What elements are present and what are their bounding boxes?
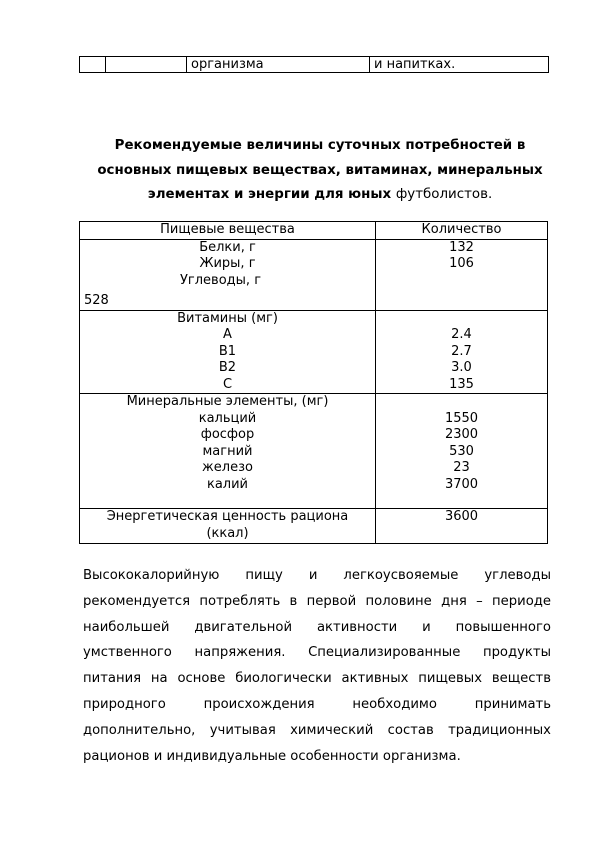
vitamin-values-cell [376, 310, 548, 394]
vitamins-heading: Витамины (мг) [177, 310, 278, 326]
vitamin-value: 2.4 [451, 327, 472, 342]
macro-values-cell [376, 239, 548, 310]
mineral-value: 23 [453, 460, 470, 475]
mineral-values-cell [376, 394, 548, 509]
table-row-vitamins [80, 310, 548, 394]
energy-label: Энергетическая ценность рациона [106, 509, 349, 524]
vitamin-name: В2 [218, 360, 237, 375]
body-paragraph: Высококалорийную пищу и легкоусвояемые углеводы рекомендуется потреблять в первой половине дня – периоде наибольшей двигательной активности и повышенного умственного напряжения. Специализированные продукты питания на основе биологически активных пищевых веществ природного происхождения необходимо принимать дополнительно, учитывая химический состав традиционных рационов и индивидуальные особенности организма. [83, 568, 551, 764]
mineral-name: кальций [198, 410, 257, 426]
energy-unit: (ккал) [206, 525, 249, 541]
spacer [376, 394, 547, 411]
mineral-name: железо [202, 460, 253, 475]
vitamin-name: С [222, 376, 233, 392]
table-row-macronutrients [80, 239, 548, 310]
energy-value-cell [376, 509, 548, 544]
macro-name: Углеводы, г [180, 272, 262, 288]
energy-value: 3600 [444, 509, 479, 524]
mineral-value: 2300 [444, 427, 479, 442]
previous-table-fragment [79, 56, 549, 73]
macro-value: 528 [84, 293, 109, 308]
table-row [80, 57, 549, 73]
mineral-value: 1550 [444, 410, 479, 426]
macro-value: 132 [449, 239, 474, 255]
macro-name: Белки, г [199, 239, 256, 255]
vitamin-value: 3.0 [451, 360, 472, 375]
table-row-minerals [80, 394, 548, 509]
vitamin-name: В1 [218, 343, 237, 359]
spacer [376, 311, 547, 328]
table-row-energy [80, 509, 548, 544]
macro-value: 106 [449, 256, 474, 271]
table-cell: организма [187, 57, 370, 73]
header-amount: Количество [376, 222, 548, 240]
mineral-names-cell [80, 394, 376, 509]
vitamin-value: 2.7 [451, 343, 472, 359]
macro-name: Жиры, г [199, 256, 256, 271]
mineral-value: 530 [449, 443, 474, 459]
vitamin-names-cell [80, 310, 376, 394]
energy-label-cell [80, 509, 376, 544]
table-cell [106, 57, 187, 73]
table-cell [80, 57, 106, 73]
title-bold: Рекомендуемые величины суточных потребностей в основных пищевых веществах, витаминах, минеральных элементах и энергии для юных [97, 138, 543, 202]
vitamin-name: А [223, 327, 232, 342]
mineral-name: магний [202, 443, 253, 459]
minerals-heading: Минеральные элементы, (мг) [126, 394, 329, 409]
table-cell: и напитках. [370, 57, 549, 73]
table-header-row [80, 222, 548, 240]
nutrition-table [79, 221, 548, 544]
macro-names-cell [80, 239, 376, 310]
table-title [80, 134, 560, 208]
header-nutrients: Пищевые вещества [80, 222, 376, 240]
vitamin-value: 135 [449, 376, 474, 392]
mineral-name: фосфор [200, 427, 255, 442]
mineral-name: калий [206, 476, 249, 492]
title-normal: футболистов. [395, 187, 493, 202]
mineral-value: 3700 [444, 476, 479, 492]
